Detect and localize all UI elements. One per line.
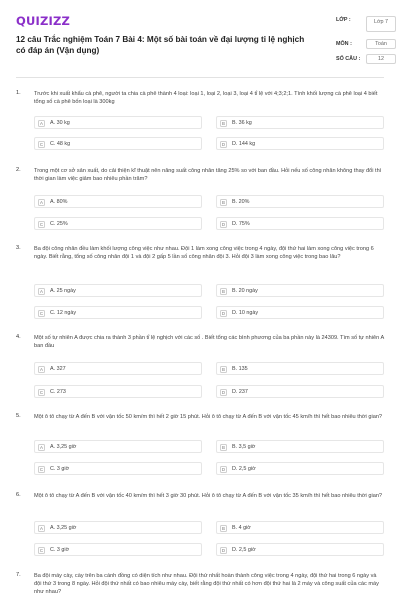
option-letter-badge: D (221, 466, 226, 472)
option-text: B. 135 (232, 366, 248, 373)
option-text: C. 3 giờ (50, 547, 70, 554)
option-c[interactable] (34, 306, 202, 319)
option-letter-badge: A (38, 366, 45, 373)
question-number: 4. (16, 334, 21, 340)
option-text: C. 48 kg (50, 141, 71, 148)
option-b[interactable] (216, 284, 384, 297)
option-letter-badge: C (39, 310, 44, 316)
question-text: Trước khi xuất khẩu cà phê, người ta chia cà phê thành 4 loại: loại 1, loại 2, loại 3, loại 4 tỉ lệ với 4;3;2;1. Tính khối lượng cà phê loại 4 biết tổng số cà phê bốn loại là 300kg (34, 91, 378, 106)
option-c[interactable] (34, 543, 202, 556)
option-a[interactable] (34, 116, 202, 129)
option-text: B. 36 kg (232, 120, 252, 127)
option-letter-badge: B (220, 525, 227, 532)
question-text: Ba đội máy cày, cày trên ba cánh đồng có diện tích như nhau. Đội thứ nhất hoàn thành công việc trong 4 ngày, đội thứ hai trong 6 ngày và đội thứ 3 trong 8 ngày. Hỏi đội thứ nhất có bao nhiêu máy cày, biết rằng đội thứ nhất có hơn đội thứ hai là 2 máy và công suất của các máy như nhau? (34, 573, 379, 596)
option-c[interactable] (34, 462, 202, 475)
option-text: B. 20 ngày (232, 288, 258, 295)
option-c[interactable] (34, 385, 202, 398)
option-letter-badge: C (39, 466, 44, 472)
option-a[interactable] (34, 284, 202, 297)
option-b[interactable] (216, 362, 384, 375)
option-text: D. 144 kg (232, 141, 256, 148)
option-text: B. 20% (232, 199, 250, 206)
option-d[interactable] (216, 217, 384, 230)
socau-label: SỐ CÂU : (336, 56, 361, 62)
option-letter-badge: D (221, 141, 226, 147)
mon-label: MÔN : (336, 41, 352, 47)
option-letter-badge: C (39, 141, 44, 147)
option-letter-badge: D (221, 389, 226, 395)
option-letter-badge: B (220, 199, 227, 206)
question-number: 7. (16, 572, 21, 578)
question-text: Trong một cơ sở sản xuất, do cải thiện kĩ thuật nên năng suất công nhân tăng 25% so với ban đầu. Hỏi nếu số công nhân không thay đổi thì thời gian làm việc giảm bao nhiêu phần trăm? (34, 168, 382, 183)
lop-label: LỚP : (336, 17, 351, 23)
option-text: A. 3,25 giờ (50, 444, 77, 451)
question-number: 2. (16, 167, 21, 173)
question-text: Một ô tô chạy từ A đến B với vận tốc 40 km/m thì hết 3 giờ 30 phút. Hỏi ô tô chạy từ A đến B với vận tốc 35 km/h thì hết bao nhiêu thời gian? (34, 493, 383, 499)
option-d[interactable] (216, 137, 384, 150)
option-letter-badge: B (220, 120, 227, 127)
option-text: B. 4 giờ (232, 525, 251, 532)
option-d[interactable] (216, 543, 384, 556)
option-c[interactable] (34, 137, 202, 150)
option-letter-badge: A (38, 525, 45, 532)
option-text: A. 327 (50, 366, 66, 373)
option-text: C. 273 (50, 389, 66, 396)
header-divider (16, 77, 384, 78)
option-b[interactable] (216, 116, 384, 129)
logo-text: QUIZIZZ (16, 14, 71, 28)
option-text: C. 25% (50, 221, 68, 228)
option-text: A. 3,25 giờ (50, 525, 77, 532)
question-number: 6. (16, 492, 21, 498)
question-number: 3. (16, 245, 21, 251)
worksheet-title: 12 câu Trắc nghiệm Toán 7 Bài 4: Một số bài toán về đại lượng tỉ lệ nghịch có đáp án (Vận dụng) (16, 35, 305, 55)
option-letter-badge: B (220, 366, 227, 373)
option-letter-badge: B (220, 444, 227, 451)
option-text: C. 3 giờ (50, 466, 70, 473)
question-text: Một ô tô chạy từ A đến B với vận tốc 50 km/m thì hết 2 giờ 15 phút. Hỏi ô tô chạy từ A đến B với vận tốc 45 km/h thì hết bao nhiêu thời gian? (34, 414, 383, 420)
option-letter-badge: D (221, 221, 226, 227)
option-letter-badge: D (221, 310, 226, 316)
option-d[interactable] (216, 306, 384, 319)
option-letter-badge: D (221, 547, 226, 553)
option-a[interactable] (34, 521, 202, 534)
option-text: D. 237 (232, 389, 248, 396)
option-letter-badge: C (39, 221, 44, 227)
lop-value: Lớp 7 (366, 16, 396, 32)
option-a[interactable] (34, 440, 202, 453)
socau-value: 12 (366, 54, 396, 64)
question-number: 5. (16, 413, 21, 419)
option-b[interactable] (216, 521, 384, 534)
option-text: D. 10 ngày (232, 310, 259, 317)
option-letter-badge: A (38, 199, 45, 206)
option-letter-badge: A (38, 444, 45, 451)
option-text: A. 80% (50, 199, 68, 206)
option-c[interactable] (34, 217, 202, 230)
option-text: B. 3,5 giờ (232, 444, 256, 451)
option-letter-badge: B (220, 288, 227, 295)
option-a[interactable] (34, 195, 202, 208)
quizizz-logo (16, 14, 70, 28)
option-b[interactable] (216, 440, 384, 453)
option-text: D. 2,5 giờ (232, 547, 256, 554)
option-text: D. 2,5 giờ (232, 466, 256, 473)
question-text: Một số tự nhiên A được chia ra thành 3 phần tỉ lệ nghịch với các số . Biết tổng các bình phương của ba phần này là 24309. Tìm số tự nhiên A ban đầu (34, 335, 384, 350)
question-number: 1. (16, 90, 21, 96)
option-text: A. 30 kg (50, 120, 70, 127)
option-d[interactable] (216, 462, 384, 475)
mon-value: Toán (366, 39, 396, 49)
option-letter-badge: C (39, 389, 44, 395)
option-text: A. 25 ngày (50, 288, 76, 295)
option-d[interactable] (216, 385, 384, 398)
option-letter-badge: A (38, 288, 45, 295)
option-b[interactable] (216, 195, 384, 208)
question-text: Ba đội công nhân đều làm khối lượng công việc như nhau. Đội 1 làm xong công việc trong 4 ngày, đội thứ hai làm xong công việc trong 6 ngày. Biết rằng, tổng số công nhân đội 1 và đội 2 gấp 5 lần số công nhân đội 3. Hỏi đội 3 làm xong công việc trong bao lâu? (34, 246, 374, 261)
option-a[interactable] (34, 362, 202, 375)
option-letter-badge: C (39, 547, 44, 553)
option-text: C. 12 ngày (50, 310, 77, 317)
worksheet-header (16, 14, 389, 70)
option-letter-badge: A (38, 120, 45, 127)
option-text: D. 75% (232, 221, 250, 228)
